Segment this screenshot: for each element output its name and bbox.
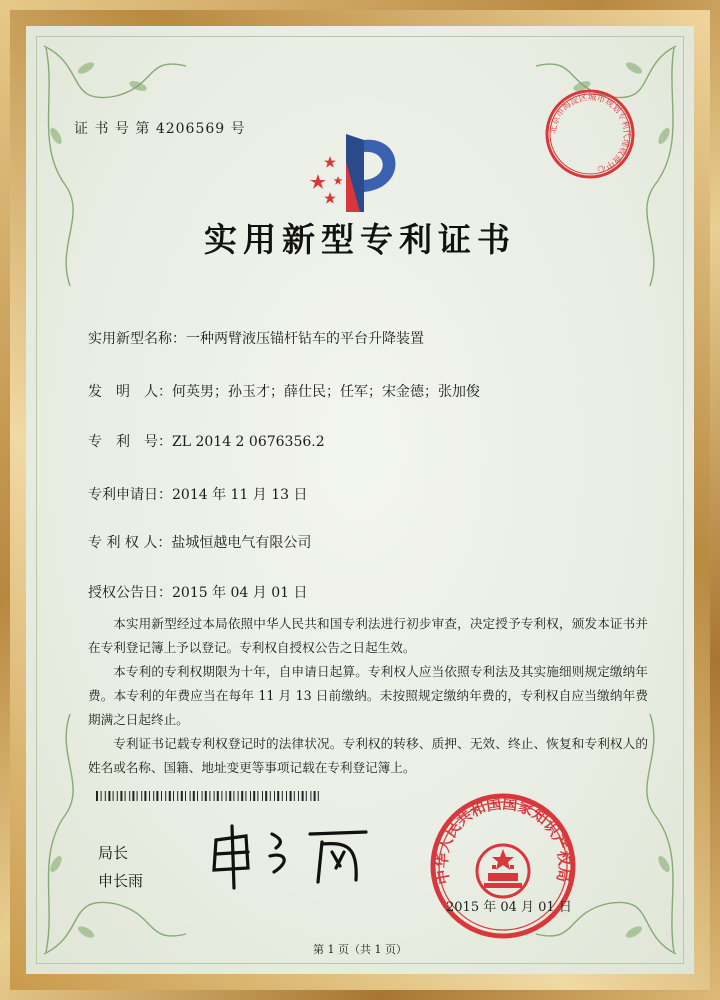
field-label: 专 利 权 人： [88,535,172,551]
issue-date: 2015 年 04 月 01 日 [446,900,572,915]
field-label: 授权公告日： [88,585,172,601]
signatory-title: 局长 [98,844,129,862]
field-value: 2015 年 04 月 01 日 [172,585,308,601]
field-label: 实用新型名称： [88,331,186,347]
field-label: 专利申请日： [88,487,172,503]
body-paragraph: 本专利的专利权期限为十年，自申请日起算。专利权人应当依照专利法及其实施细则规定缴纳年费。本专利的年费应当在每年 11 月 13 日前缴纳。未按照规定缴纳年费的，专利权自应当缴纳年费期满之日起终止。 [88,664,648,727]
field-value: ZL 2014 2 0676356.2 [172,434,325,450]
agency-seal-text: 北京市海淀区城市规划专利代理收费中心 [548,92,632,175]
body-paragraph: 本实用新型经过本局依照中华人民共和国专利法进行初步审查，决定授予专利权，颁发本证书并在专利登记簿上予以登记。专利权自授权公告之日起生效。 [88,616,648,655]
signatory-name: 申长雨 [98,872,144,890]
page-number: 第 1 页（共 1 页） [313,943,407,956]
certificate-number-suffix: 号 [230,121,246,137]
field-label: 发 明 人： [88,384,172,400]
frame-inner [10,10,710,990]
field-value: 何英男；孙玉才；薛仕民；任军；宋金德；张加俊 [172,384,480,400]
national-ip-seal-text: 中华人民共和国国家知识产权局 [432,794,574,886]
field-value: 2014 年 11 月 13 日 [172,487,308,503]
field-label: 专 利 号： [88,434,172,450]
certificate-number-label: 证 书 号 第 [74,121,151,137]
certificate-number-value: 4206569 [155,121,226,137]
field-value: 一种两臂液压锚杆钻车的平台升降装置 [186,331,424,347]
certificate-title: 实用新型专利证书 [204,220,516,259]
body-paragraph: 专利证书记载专利权登记时的法律状况。专利权的转移、质押、无效、终止、恢复和专利权人的姓名或名称、国籍、地址变更等事项记载在专利登记簿上。 [88,736,648,775]
field-value: 盐城恒越电气有限公司 [171,535,312,551]
